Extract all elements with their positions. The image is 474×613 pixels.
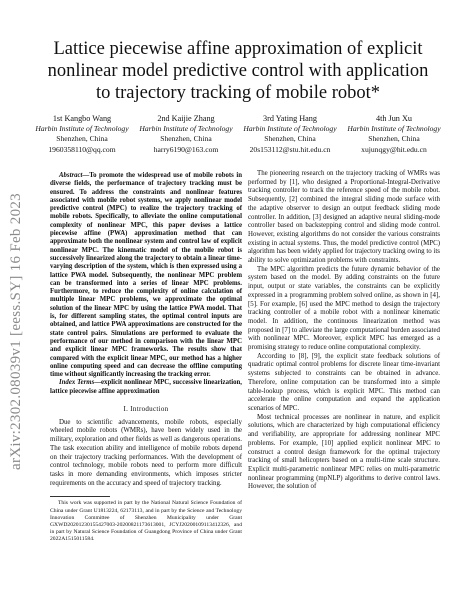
author-4 bbox=[342, 114, 446, 155]
author-name-line bbox=[134, 114, 238, 124]
author-affiliation: Harbin Institute of Technology bbox=[347, 124, 441, 134]
author-name-line bbox=[30, 114, 134, 124]
body-paragraph: Most technical processes are nonlinear in nature, and explicit solutions, which are characterized by high computational efficiency and verifiability, are appropriate for addressing nonlinear MPC problems. For example, [10] applied explicit nonlinear MPC to construct a control design framework for the optimal trajectory tracking of small helicopters based on a multi-time scale structure. Explicit multi-parametric nonlinear MPC relies on multi-parametric nonlinear programming (mpNLP) algorithms to derive control laws. However, the solution of bbox=[248, 413, 440, 491]
author-1 bbox=[30, 114, 134, 155]
author-order: 2nd bbox=[157, 114, 170, 123]
author-name: Kaijie Zhang bbox=[171, 114, 215, 123]
author-affiliation: Harbin Institute of Technology bbox=[35, 124, 129, 134]
index-terms-label: Index Terms bbox=[59, 379, 95, 387]
abstract-label: Abstract bbox=[59, 172, 83, 179]
author-city: Shenzhen, China bbox=[160, 134, 212, 144]
footnote-divider bbox=[50, 496, 110, 497]
author-order: 4th bbox=[376, 114, 387, 123]
left-column bbox=[50, 172, 242, 544]
author-name: Yating Hang bbox=[275, 114, 317, 123]
index-terms-text: —explicit nonlinear MPC, successive linearization, lattice piecewise affine approximation bbox=[50, 379, 242, 395]
author-name-line bbox=[342, 114, 446, 124]
paper-title: Lattice piecewise affine approximation of explicit nonlinear model predictive control with application to trajectory tracking of mobile robot* bbox=[47, 39, 429, 103]
author-city: Shenzhen, China bbox=[264, 134, 316, 144]
author-3 bbox=[238, 114, 342, 155]
author-email[interactable]: harry6190@163.com bbox=[153, 144, 219, 154]
index-terms bbox=[50, 379, 242, 396]
intro-paragraph: Due to scientific advancements, mobile robots, especially wheeled mobile robots (WMRs), have been widely used in the military, exploration and other fields as well as dangerous operations. The task execution ability and intelligence of mobile robots depend on their trajectory tracking performances. With the development of control technology, mobile robots need to perform more difficult tasks in more demanding environments, which imposes stricter requirements on the accuracy and speed of trajectory tracking. bbox=[50, 418, 242, 487]
author-2 bbox=[134, 114, 238, 155]
author-affiliation: Harbin Institute of Technology bbox=[243, 124, 337, 134]
arxiv-sidebar bbox=[8, 170, 32, 490]
author-name-line bbox=[238, 114, 342, 124]
author-city: Shenzhen, China bbox=[368, 134, 420, 144]
author-email[interactable]: xujunqgy@hit.edu.cn bbox=[361, 144, 427, 154]
body-paragraph: The MPC algorithm predicts the future dynamic behavior of the system based on the model. By adding constraints on the future input, output or state variables, the constraints can be explicitly expressed in a programming problem solved online, as shown in [4], [5]. For example, [6] used the MPC method to design the trajectory tracking controller of a mobile robot with a nonlinear kinematic model. In addition, the continuous linearization method was proposed in [7] to alleviate the large computational burden associated with nonlinear MPC. Moreover, explicit MPC has emerged as a promising strategy to reduce online computational complexity. bbox=[248, 265, 440, 352]
section-heading: I. Introduction bbox=[123, 405, 169, 414]
author-name: Kangbo Wang bbox=[64, 114, 112, 123]
author-affiliation: Harbin Institute of Technology bbox=[139, 124, 233, 134]
author-city: Shenzhen, China bbox=[56, 134, 108, 144]
body-paragraph: According to [8], [9], the explicit state feedback solutions of quadratic optimal control problems for discrete linear time-invariant systems subjected to constraints can be obtained in advance. Therefore, online computation can be transformed into a simple table-lookup process, which is explicit MPC. This method can accelerate the online computation and expand the application scenarios of MPC. bbox=[248, 352, 440, 412]
author-email[interactable]: 1960358110@qq.com bbox=[48, 144, 116, 154]
author-name: Jun Xu bbox=[388, 114, 412, 123]
funding-footnote: This work was supported in part by the National Natural Science Foundation of China under Grant U1813224, 62173113, and in part by the Science and Technology Innovation Committee of Shenzhen Municipality under Grant GXWD20201230155427003-20200821173613001, JCYJ20200109113412326, and in part by Natural Science Foundation of Guangdong Province of China under Grant 2022A1515011584. bbox=[50, 500, 242, 543]
author-order: 3rd bbox=[263, 114, 274, 123]
author-block bbox=[30, 114, 446, 155]
author-order: 1st bbox=[52, 114, 63, 123]
body-paragraph: The pioneering research on the trajectory tracking of WMRs was performed by [1], who designed a Proportional-Integral-Derivative tracking controller to track the reference speed of the mobile robot. Subsequently, [2] combined the integral sliding mode surface with the adaptive observer to design an output feedback sliding mode controller. In addition, [3] designed an adaptive neural sliding-mode controller based on backstepping control and sliding mode control. However, existing algorithms do not consider the various constraints existing in actual systems. Thus, the model predictive control (MPC) algorithm has been widely applied for trajectory tracking owing to its ability to solve optimization problems with constraints. bbox=[248, 170, 440, 265]
abstract bbox=[50, 172, 242, 379]
arxiv-identifier[interactable]: arXiv:2302.08039v1 [eess.SY] 16 Feb 2023 bbox=[8, 193, 24, 470]
author-email[interactable]: 20s153112@stu.hit.edu.cn bbox=[249, 144, 331, 154]
right-column bbox=[248, 170, 440, 492]
abstract-text: —To promote the widespread use of mobile robots in diverse fields, the performance of trajectory tracking must be ensured. To address the constraints and nonlinear features associated with mobile robot systems, we apply nonlinear model predictive control (MPC) to realize the trajectory tracking of mobile robots. Specifically, to alleviate the online computational complexity of nonlinear MPC, this paper devises a lattice piecewise affine (PWA) approximation method that can approximate both the nonlinear system and control law of explicit nonlinear MPC. The kinematic model of the mobile robot is successively linearized along the trajectory to obtain a linear time-varying description of the system, which is then expressed using a lattice PWA model. Subsequently, the nonlinear MPC problem can be transformed into a series of linear MPC problems. Furthermore, to reduce the complexity of online calculation of multiple linear MPC problems, we approximate the optimal solution of the linear MPC by using the lattice PWA model. That is, for different sampling states, the optimal control inputs are obtained, and lattice PWA approximations are constructed for the state control pairs. Simulations are performed to evaluate the performance of our method in comparison with the linear MPC and explicit linear MPC frameworks. The results show that compared with the explicit linear MPC, our method has a higher online computing speed and can decrease the offline computing time without significantly increasing the tracking error. bbox=[50, 172, 242, 379]
